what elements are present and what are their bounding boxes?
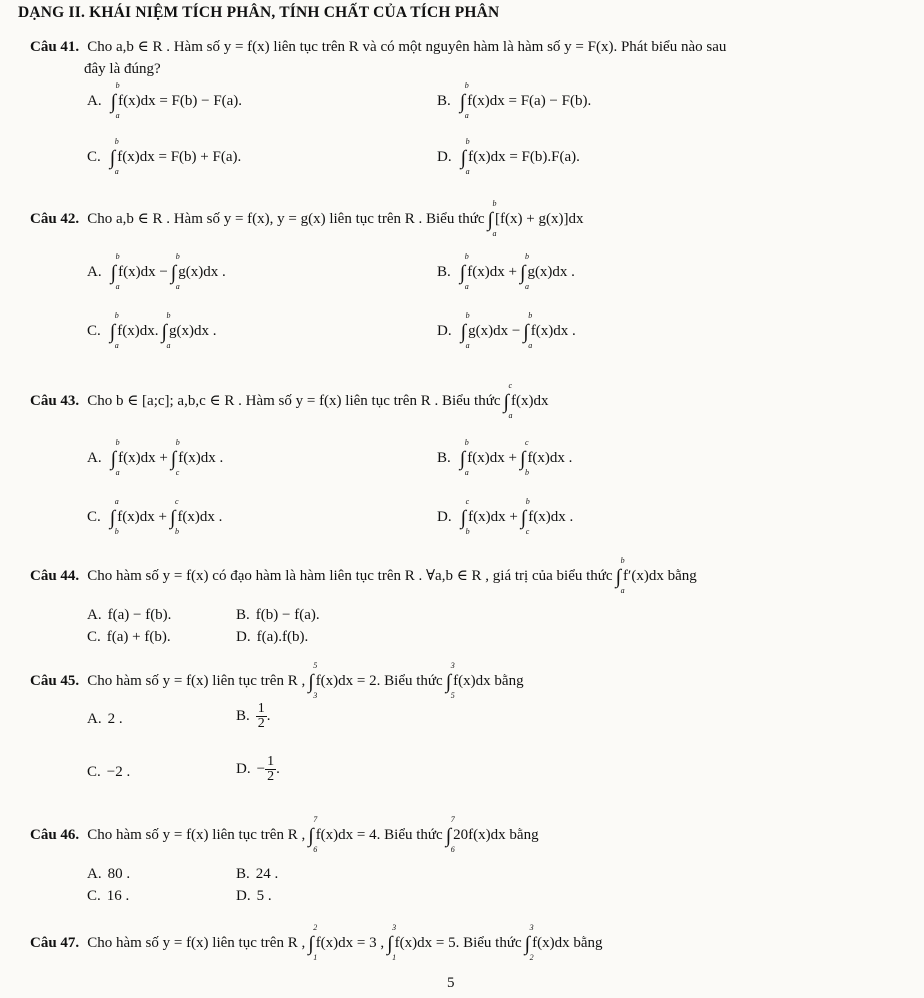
option-label: C.: [87, 323, 101, 339]
option-text: 5 .: [256, 888, 272, 904]
option-text: f(x)dx +: [467, 450, 517, 466]
option-42-b[interactable]: B. ∫ b a f(x)dx + ∫ b a g(x)dx .: [437, 252, 575, 291]
option-label: B.: [236, 707, 250, 724]
option-label: A.: [87, 711, 102, 727]
option-label: B.: [437, 93, 451, 109]
question-41: [30, 38, 726, 56]
option-43-c[interactable]: C. ∫ a b f(x)dx + ∫ c b f(x)dx .: [87, 497, 223, 536]
question-mid: . Biểu thức: [376, 673, 443, 689]
option-text-2: g(x)dx .: [527, 264, 575, 280]
option-text: f(x)dx −: [118, 264, 168, 280]
question-45: Câu 45. Cho hàm số y = f(x) liên tục trên R , ∫ 5 3 f(x)dx = 2. Biểu thức ∫ 3 5 f(x)dx bằng: [30, 661, 524, 700]
option-text: 24 .: [255, 866, 279, 882]
question-label: Câu 41.: [30, 39, 80, 55]
option-label: B.: [437, 264, 451, 280]
question-expr: f(x)dx = 4: [315, 827, 377, 843]
option-45-b[interactable]: [236, 702, 271, 731]
question-expr: [f(x) + g(x)]dx: [495, 211, 584, 227]
option-label: D.: [437, 509, 452, 525]
option-text: f(x)dx = F(b).F(a).: [468, 149, 580, 165]
question-text: Cho b ∈ [a;c]; a,b,c ∈ R . Hàm số y = f(x) liên tục trên R . Biểu thức: [87, 393, 501, 409]
option-46-c[interactable]: [87, 888, 129, 905]
option-45-c[interactable]: [87, 764, 130, 781]
option-44-c[interactable]: [87, 629, 171, 646]
page-number: 5: [447, 975, 455, 991]
question-mid: . Biểu thức: [455, 935, 522, 951]
option-label: A.: [87, 866, 102, 882]
question-expr: f(x)dx = 3 ,: [315, 935, 385, 951]
option-label: D.: [236, 629, 251, 645]
option-label: C.: [87, 509, 101, 525]
question-44: Câu 44. Cho hàm số y = f(x) có đạo hàm là hàm liên tục trên R . ∀a,b ∈ R , giá trị của biểu thức ∫ b a f′(x)dx bằng: [30, 556, 697, 595]
question-47: Câu 47. Cho hàm số y = f(x) liên tục trên R , ∫ 2 1 f(x)dx = 3 , ∫ 3 1 f(x)dx = 5. Biểu thức ∫ 3 2 f(x)dx bằng: [30, 923, 603, 962]
option-41-b[interactable]: B. ∫ b a f(x)dx = F(a) − F(b).: [437, 81, 592, 120]
option-text-2: f(x)dx .: [527, 450, 573, 466]
question-41-cont: đây là đúng?: [84, 61, 161, 77]
section-heading: DẠNG II. KHÁI NIỆM TÍCH PHÂN, TÍNH CHẤT CỦA TÍCH PHÂN: [18, 4, 500, 21]
option-text-2: g(x)dx .: [178, 264, 226, 280]
option-42-c[interactable]: C. ∫ b a f(x)dx. ∫ b a g(x)dx .: [87, 311, 217, 350]
option-45-d[interactable]: [236, 755, 280, 784]
option-text: g(x)dx −: [468, 323, 521, 339]
question-label: Câu 46.: [30, 827, 80, 843]
question-label: Câu 45.: [30, 673, 80, 689]
option-45-a[interactable]: [87, 711, 123, 728]
option-label: A.: [87, 93, 102, 109]
option-44-d[interactable]: [236, 629, 308, 646]
question-43: Câu 43. Cho b ∈ [a;c]; a,b,c ∈ R . Hàm số y = f(x) liên tục trên R . Biểu thức ∫ c a f(x)dx: [30, 381, 549, 420]
option-label: B.: [437, 450, 451, 466]
question-tail: bằng: [667, 568, 697, 584]
question-expr-2: 20f(x)dx: [453, 827, 506, 843]
option-42-d[interactable]: D. ∫ b a g(x)dx − ∫ b a f(x)dx .: [437, 311, 576, 350]
question-46: Câu 46. Cho hàm số y = f(x) liên tục trên R , ∫ 7 6 f(x)dx = 4. Biểu thức ∫ 7 6 20f(x)dx bằng: [30, 815, 539, 854]
option-text: f(x)dx = F(b) + F(a).: [117, 149, 242, 165]
question-expr: f(x)dx: [510, 393, 549, 409]
question-text: Cho hàm số y = f(x) có đạo hàm là hàm liên tục trên R . ∀a,b ∈ R , giá trị của biểu thức: [87, 568, 613, 584]
question-42: Câu 42. Cho a,b ∈ R . Hàm số y = f(x), y = g(x) liên tục trên R . Biểu thức ∫ b a [f(x) + g(x)]dx: [30, 199, 584, 238]
option-42-a[interactable]: A. ∫ b a f(x)dx − ∫ b a g(x)dx .: [87, 252, 226, 291]
question-text: Cho a,b ∈ R . Hàm số y = f(x), y = g(x) liên tục trên R . Biểu thức: [87, 211, 485, 227]
option-label: C.: [87, 764, 101, 780]
question-label: Câu 43.: [30, 393, 80, 409]
option-44-a[interactable]: [87, 607, 171, 624]
option-text: f(x)dx +: [467, 264, 517, 280]
option-label: B.: [236, 866, 250, 882]
option-43-b[interactable]: B. ∫ b a f(x)dx + ∫ c b f(x)dx .: [437, 438, 573, 477]
option-text-2: f(x)dx .: [178, 450, 224, 466]
option-41-c[interactable]: C. ∫ b a f(x)dx = F(b) + F(a).: [87, 137, 242, 176]
option-label: A.: [87, 264, 102, 280]
option-text: f(a) − f(b).: [107, 607, 172, 623]
option-text: .: [266, 707, 271, 724]
fraction: $\frac{1}{2}$: [257, 701, 265, 731]
question-text: Cho hàm số y = f(x) liên tục trên R ,: [87, 827, 306, 843]
question-expr: f(x)dx = 2: [315, 673, 377, 689]
question-text: Cho hàm số y = f(x) liên tục trên R ,: [87, 935, 306, 951]
option-label: A.: [87, 450, 102, 466]
option-text: f(x)dx.: [117, 323, 159, 339]
option-41-d[interactable]: D. ∫ b a f(x)dx = F(b).F(a).: [437, 137, 580, 176]
option-text: f(x)dx = F(a) − F(b).: [467, 93, 592, 109]
option-43-a[interactable]: A. ∫ b a f(x)dx + ∫ b c f(x)dx .: [87, 438, 224, 477]
option-44-b[interactable]: [236, 607, 320, 624]
option-text: f(a).f(b).: [256, 629, 309, 645]
option-sign: −: [256, 760, 266, 777]
option-41-a[interactable]: A. ∫ b a f(x)dx = F(b) − F(a).: [87, 81, 243, 120]
option-text: f(a) + f(b).: [106, 629, 171, 645]
option-text: f(b) − f(a).: [255, 607, 320, 623]
question-text: Cho hàm số y = f(x) liên tục trên R ,: [87, 673, 306, 689]
option-text-2: f(x)dx .: [177, 509, 223, 525]
option-text-2: f(x)dx .: [528, 509, 574, 525]
question-label: Câu 44.: [30, 568, 80, 584]
option-text: 16 .: [106, 888, 130, 904]
option-label: C.: [87, 629, 101, 645]
option-text: f(x)dx +: [117, 509, 167, 525]
option-label: D.: [437, 149, 452, 165]
option-label: D.: [236, 888, 251, 904]
option-label: C.: [87, 149, 101, 165]
fraction: $\frac{1}{2}$: [267, 754, 275, 784]
option-46-b[interactable]: [236, 866, 278, 883]
question-tail: bằng: [509, 827, 539, 843]
option-label: D.: [236, 760, 251, 777]
question-mid: . Biểu thức: [376, 827, 443, 843]
option-label: D.: [437, 323, 452, 339]
option-text: 80 .: [107, 866, 131, 882]
question-label: Câu 47.: [30, 935, 80, 951]
option-46-d[interactable]: [236, 888, 272, 905]
option-label: B.: [236, 607, 250, 623]
option-label: A.: [87, 607, 102, 623]
question-text: Cho a,b ∈ R . Hàm số y = f(x) liên tục trên R và có một nguyên hàm là hàm số y = F(x). Phát biểu nào sau: [87, 39, 727, 55]
option-text: f(x)dx +: [468, 509, 518, 525]
option-text: f(x)dx = F(b) − F(a).: [118, 93, 243, 109]
question-expr-2: f(x)dx: [532, 935, 570, 951]
option-46-a[interactable]: [87, 866, 130, 883]
option-text-2: g(x)dx .: [168, 323, 217, 339]
question-expr: f′(x)dx: [623, 568, 664, 584]
question-expr-3: f(x)dx = 5: [394, 935, 456, 951]
option-label: C.: [87, 888, 101, 904]
option-text: f(x)dx +: [118, 450, 168, 466]
option-text: .: [276, 760, 280, 777]
question-tail: bằng: [494, 673, 524, 689]
option-text: 2 .: [107, 711, 123, 727]
question-expr-2: f(x)dx: [453, 673, 491, 689]
question-tail: bằng: [573, 935, 603, 951]
option-text: −2 .: [106, 764, 131, 780]
question-label: Câu 42.: [30, 211, 80, 227]
option-43-d[interactable]: D. ∫ c b f(x)dx + ∫ b c f(x)dx .: [437, 497, 574, 536]
option-text-2: f(x)dx .: [530, 323, 576, 339]
